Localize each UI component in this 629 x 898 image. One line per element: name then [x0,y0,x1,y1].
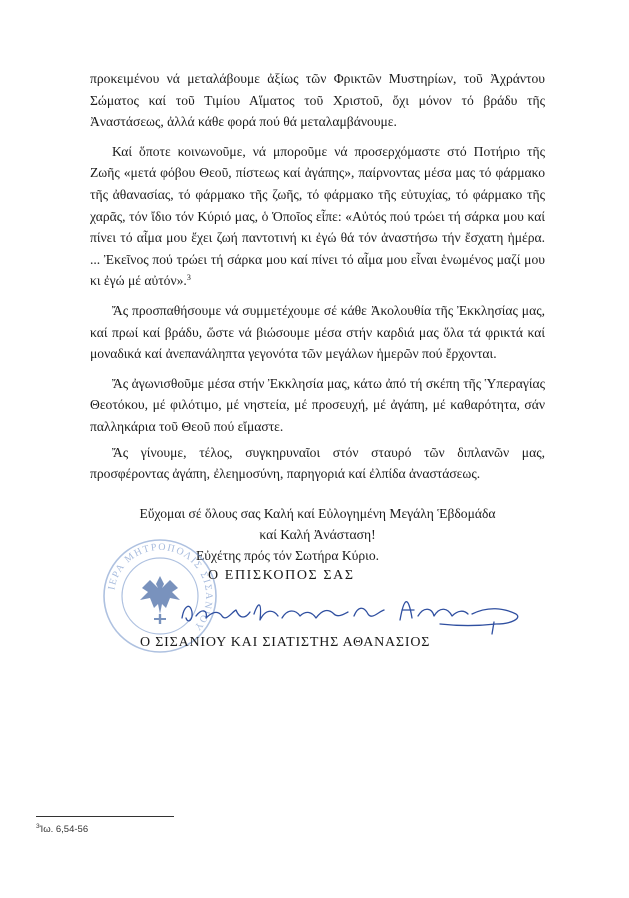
footnote-text: Ἰω. 6,54-56 [39,824,89,835]
footnote-divider [36,816,174,817]
closing-wish-line-1: Εὔχομαι σέ ὅλους σας Καλή καί Εὐλογημένη Μεγάλη Ἑβδομάδα [139,506,496,521]
letter-body [90,68,545,485]
paragraph-5: Ἄς γίνουμε, τέλος, συγκηρυναῖοι στόν σταυρό τῶν διπλανῶν μας, προσφέροντας ἀγάπη, ἐλεημοσύνη, παρηγοριά καί ἐλπίδα ἀναστάσεως. [90,444,545,482]
handwritten-signature [178,588,523,638]
paragraph-1: προκειμένου νά μεταλάβουμε ἀξίως τῶν Φρικτῶν Μυστηρίων, τοῦ Ἀχράντου Σώματος καί τοῦ Τιμίου Αἵματος τοῦ Χριστοῦ, ὄχι μόνον τό βράδυ τῆς Ἀναστάσεως, ἀλλά κάθε φορά πού θά μεταλαμβάνουμε. [90,71,545,130]
closing-prayer-line: Εὐχέτης πρός τόν Σωτήρα Κύριο. [195,548,380,563]
footnote [36,824,88,835]
svg-text:ΙΕΡΑ ΜΗΤΡΟΠΟΛΙΣ ΣΙΣΑΝΙΟΥ: ΙΕΡΑ ΜΗΤΡΟΠΟΛΙΣ ΣΙΣΑΝΙΟΥ [106,541,215,634]
paragraph-3: Ἄς προσπαθήσουμε νά συμμετέχουμε σέ κάθε Ἀκολουθία τῆς Ἐκκλησίας μας, καί πρωί καί βράδυ, ὥστε νά βιώσουμε μέσα στήν καρδιά μας ὅλα τά φρικτά καί μοναδικά καί ἀνεπανάληπτα γεγονότα τῶν μεγάλων ἡμερῶν πού ἔρχονται. [90,302,545,362]
signature-title: Ο ΕΠΙΣΚΟΠΟΣ ΣΑΣ [208,568,355,583]
signatory-name: Ο ΣΙΣΑΝΙΟΥ ΚΑΙ ΣΙΑΤΙΣΤΗΣ ΑΘΑΝΑΣΙΟΣ [140,635,431,650]
paragraph-4: Ἄς ἀγωνισθοῦμε μέσα στήν Ἐκκλησία μας, κάτω ἀπό τή σκέπη τῆς Ὑπεραγίας Θεοτόκου, μέ φιλότιμο, μέ νηστεία, μέ προσευχή, μέ ἀγάπη, μέ καθαρότητα, σάν παλληκάρια τοῦ Θεοῦ πού εἴμαστε. [90,375,545,434]
paragraph-2 [90,141,545,292]
paragraph-2-text: Καί ὅποτε κοινωνοῦμε, νά μποροῦμε νά προσερχόμαστε στό Ποτήριο τῆς Ζωῆς «μετά φόβου Θεοῦ, πίστεως καί ἀγάπης», παίρνοντας μέσα μας τό φάρμακο τῆς ἀθανασίας, τό φάρμακο τῆς ζωῆς, τό φάρμακο τῆς εὐτυχίας, τό φάρμακο τῆς χαρᾶς, τόν ἴδιο τόν Κύριό μας, ὁ Ὁποῖος εἶπε: «Αὐτός πού τρώει τή σάρκα μου καί πίνει τό αἷμα μου ἔχει ζωή παντοτινή κι ἐγώ θά τόν ἀναστήσω τήν ἔσχατη ἡμέρα. ... Ἐκεῖνος πού τρώει τή σάρκα μου καί πίνει τό αἷμα μου εἶναι ἑνωμένος μαζί μου κι ἐγώ μέ αὐτόν». [90,143,545,289]
footnote-reference: 3 [186,273,191,283]
closing-wish-line-2: καί Καλή Ἀνάσταση! [259,527,376,542]
double-headed-eagle-icon [140,576,180,624]
footnote-marker: 3 [36,823,40,830]
